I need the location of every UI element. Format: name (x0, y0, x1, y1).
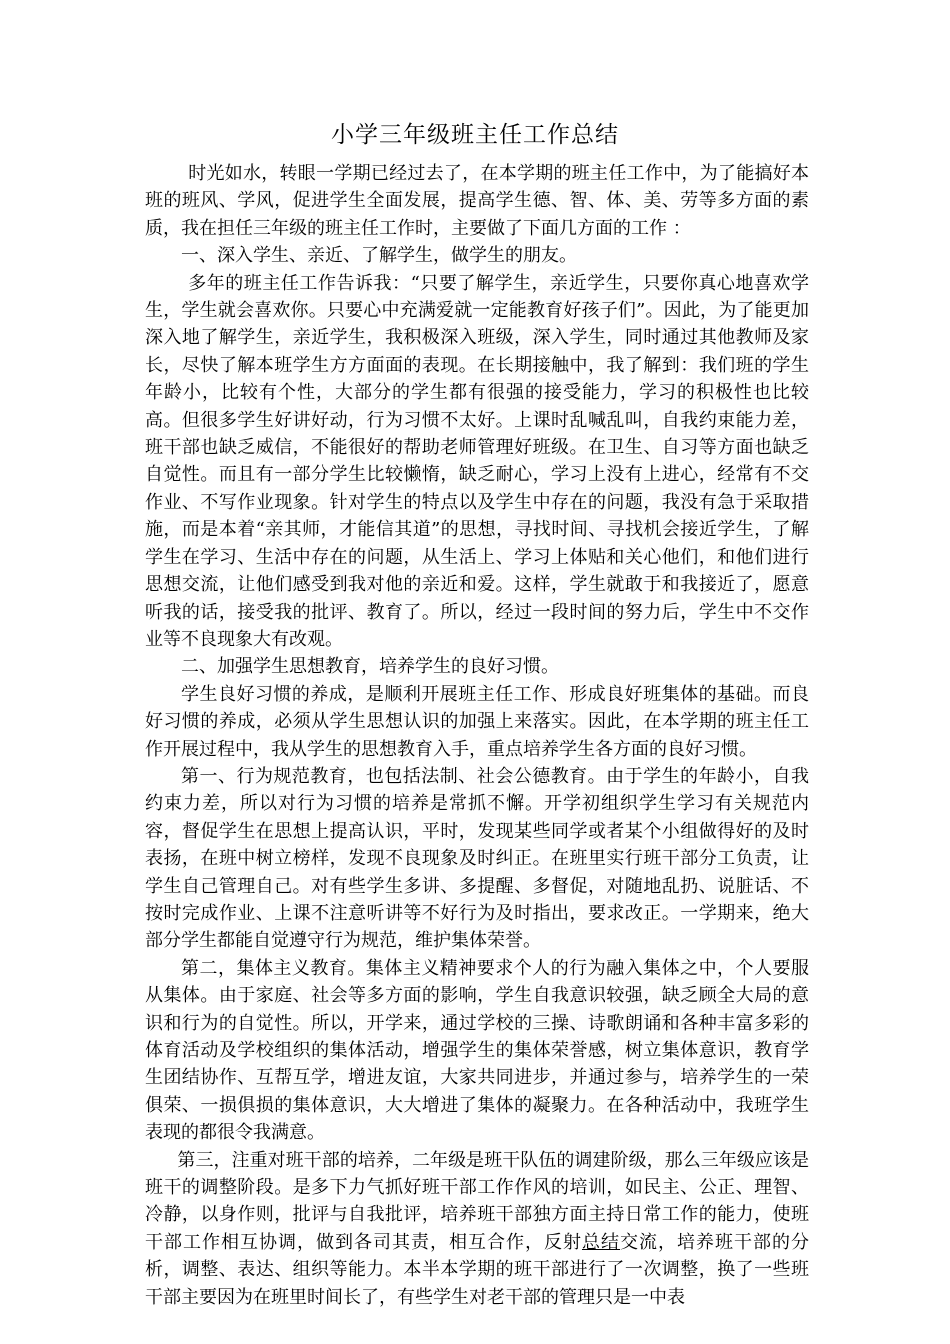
document-body (145, 160, 809, 1311)
paragraph-1: 多年的班主任工作告诉我：“只要了解学生，亲近学生，只要你真心地喜欢学生，学生就会喜欢你。只要心中充满爱就一定能教育好孩子们”。因此，为了能更加深入地了解学生，亲近学生，我积极深入班级，深入学生，同时通过其他教师及家长，尽快了解本班学生方方面面的表现。在长期接触中，我了解到：我们班的学生年龄小，比较有个性，大部分的学生都有很强的接受能力，学习的积极性也比较高。但很多学生好讲好动，行为习惯不太好。上课时乱喊乱叫，自我约束能力差，班干部也缺乏威信，不能很好的帮助老师管理好班级。在卫生、自习等方面也缺乏自觉性。而且有一部分学生比较懒惰，缺乏耐心，学习上没有上进心，经常有不交作业、不写作业现象。针对学生的特点以及学生中存在的问题，我没有急于采取措施，而是本着“亲其师，才能信其道”的思想，寻找时间、寻找机会接近学生，了解学生在学习、生活中存在的问题，从生活上、学习上体贴和关心他们，和他们进行思想交流，让他们感受到我对他的亲近和爱。这样，学生就敢于和我接近了，愿意听我的话，接受我的批评、教育了。所以，经过一段时间的努力后，学生中不交作业等不良现象大有改观。 (145, 272, 809, 650)
paragraph-2: 学生良好习惯的养成，是顺利开展班主任工作、形成良好班集体的基础。而良好习惯的养成，必须从学生思想认识的加强上来落实。因此，在本学期的班主任工作开展过程中，我从学生的思想教育入手，重点培养学生各方面的良好习惯。 (145, 683, 809, 760)
section-heading-2: 二、加强学生思想教育，培养学生的良好习惯。 (181, 656, 559, 678)
paragraph-5-text-before: 第三，注重对班干部的培养，二年级是班干队伍的调建阶级，那么三年级应该是班干的调整阶段。是多下力气抓好班干部工作作风的培训，如民主、公正、理智、冷静，以身作则，批评与自我批评，培养班干部独方面主持日常工作的能力，使班干部工作相互协调，做到各司其责，相互合作，反射 (145, 1149, 809, 1253)
paragraph-intro: 时光如水，转眼一学期已经过去了，在本学期的班主任工作中，为了能搞好本班的班风、学风，促进学生全面发展，提高学生德、智、体、美、劳等多方面的素质，我在担任三年级的班主任工作时，主要做了下面几方面的工作 ： (145, 163, 809, 239)
paragraph-4: 第二，集体主义教育。集体主义精神要求个人的行为融入集体之中，个人要服从集体。由于家庭、社会等多方面的影响，学生自我意识较强，缺乏顾全大局的意识和行为的自觉性。所以，开学来，通过学校的三操、诗歌朗诵和各种丰富多彩的体育活动及学校组织的集体活动，增强学生的集体荣誉感，树立集体意识，教育学生团结协作、互帮互学，增进友谊，大家共同进步，并通过参与，培养学生的一荣俱荣、一损俱损的集体意识，大大增进了集体的凝聚力。在各种活动中，我班学生表现的都很令我满意。 (145, 957, 809, 1144)
paragraph-3: 第一、行为规范教育，也包括法制、社会公德教育。由于学生的年龄小，自我约束力差，所以对行为习惯的培养是常抓不懈。开学初组织学生学习有关规范内容，督促学生在思想上提高认识，平时，发现某些同学或者某个小组做得好的及时表扬，在班中树立榜样，发现不良现象及时纠正。在班里实行班干部分工负责，让学生自己管理自己。对有些学生多讲、多提醒、多督促，对随地乱扔、说脏话、不按时完成作业、上课不注意听讲等不好行为及时指出，要求改正。一学期来，绝大部分学生都能自觉遵守行为规范，维护集体荣誉。 (145, 765, 809, 952)
summary-link[interactable]: 总结 (582, 1231, 620, 1253)
paragraph-5 (145, 1147, 809, 1311)
section-heading-1: 一、深入学生、亲近、了解学生，做学生的朋友。 (181, 245, 577, 267)
document-title: 小学三年级班主任工作总结 (331, 122, 619, 148)
paragraph-5-text-after: 交流，培养班干部的分析，调整、表达、组织等能力。本半本学期的班干部进行了一次调整，换了一些班干部主要因为在班里时间长了，有些学生对老干部的管理只是一中表 (145, 1231, 809, 1308)
